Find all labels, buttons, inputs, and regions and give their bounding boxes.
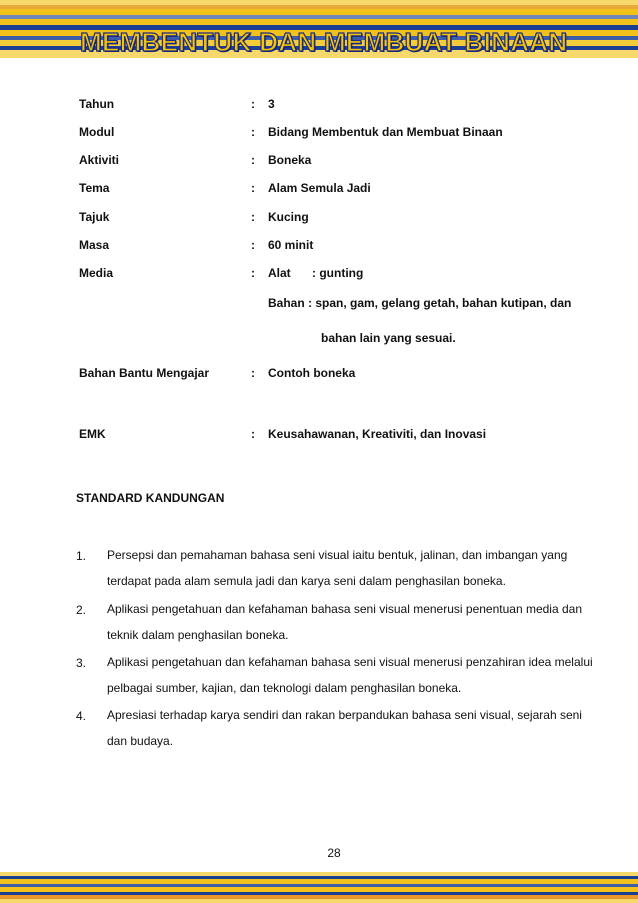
bbm-label: Bahan Bantu Mengajar [79,366,210,380]
item-line: Persepsi dan pemahaman bahasa seni visual iaitu bentuk, jalinan, dan imbangan yang [107,548,568,562]
list-item [107,702,597,754]
media-bahan-value-cont: bahan lain yang sesuai. [321,331,456,345]
item-line: Apresiasi terhadap karya sendiri dan rakan berpandukan bahasa seni visual, sejarah seni [107,708,582,722]
aktiviti-value: Boneka [268,153,312,167]
modul-label: Modul [79,125,115,139]
item-number: 1. [76,549,87,563]
tajuk-colon: : [251,210,255,224]
bbm-colon: : [251,366,255,380]
item-line: teknik dalam penghasilan boneka. [107,628,289,642]
tahun-colon: : [251,97,255,111]
masa-colon: : [251,238,255,252]
media-alat-value: : gunting [312,266,364,280]
media-bahan-value: : span, gam, gelang getah, bahan kutipan, dan [308,296,572,310]
modul-value: Bidang Membentuk dan Membuat Binaan [268,125,503,139]
modul-colon: : [251,125,255,139]
item-line: pelbagai sumber, kajian, dan teknologi dalam penghasilan boneka. [107,681,462,695]
item-number: 4. [76,709,87,723]
media-bahan-label: Bahan [268,296,305,310]
masa-value: 60 minit [268,238,314,252]
item-line: dan budaya. [107,734,174,748]
tahun-value: 3 [268,97,275,111]
media-colon: : [251,266,255,280]
media-alat-label: Alat [268,266,291,280]
item-number: 3. [76,656,87,670]
page-title: MEMBENTUK DAN MEMBUAT BINAAN [80,27,568,57]
list-item [107,542,597,594]
tema-colon: : [251,181,255,195]
tajuk-value: Kucing [268,210,309,224]
item-line: Aplikasi pengetahuan dan kefahaman bahasa seni visual menerusi penentuan media dan [107,602,583,616]
list-item [107,649,597,701]
footer-band [0,872,638,903]
emk-value: Keusahawanan, Kreativiti, dan Inovasi [268,427,487,441]
tajuk-label: Tajuk [79,210,110,224]
bbm-value: Contoh boneka [268,366,356,380]
tema-label: Tema [79,181,110,195]
page-number: 28 [327,846,341,860]
emk-colon: : [251,427,255,441]
item-line: terdapat pada alam semula jadi dan karya seni dalam penghasilan boneka. [107,574,506,588]
aktiviti-label: Aktiviti [79,153,120,167]
media-label: Media [79,266,114,280]
item-line: Aplikasi pengetahuan dan kefahaman bahasa seni visual menerusi penzahiran idea melalui [107,655,593,669]
tahun-label: Tahun [79,97,115,111]
tema-value: Alam Semula Jadi [268,181,371,195]
list-item [107,596,597,648]
masa-label: Masa [79,238,110,252]
section-heading: STANDARD KANDUNGAN [76,491,225,505]
emk-label: EMK [79,427,106,441]
aktiviti-colon: : [251,153,255,167]
item-number: 2. [76,603,87,617]
